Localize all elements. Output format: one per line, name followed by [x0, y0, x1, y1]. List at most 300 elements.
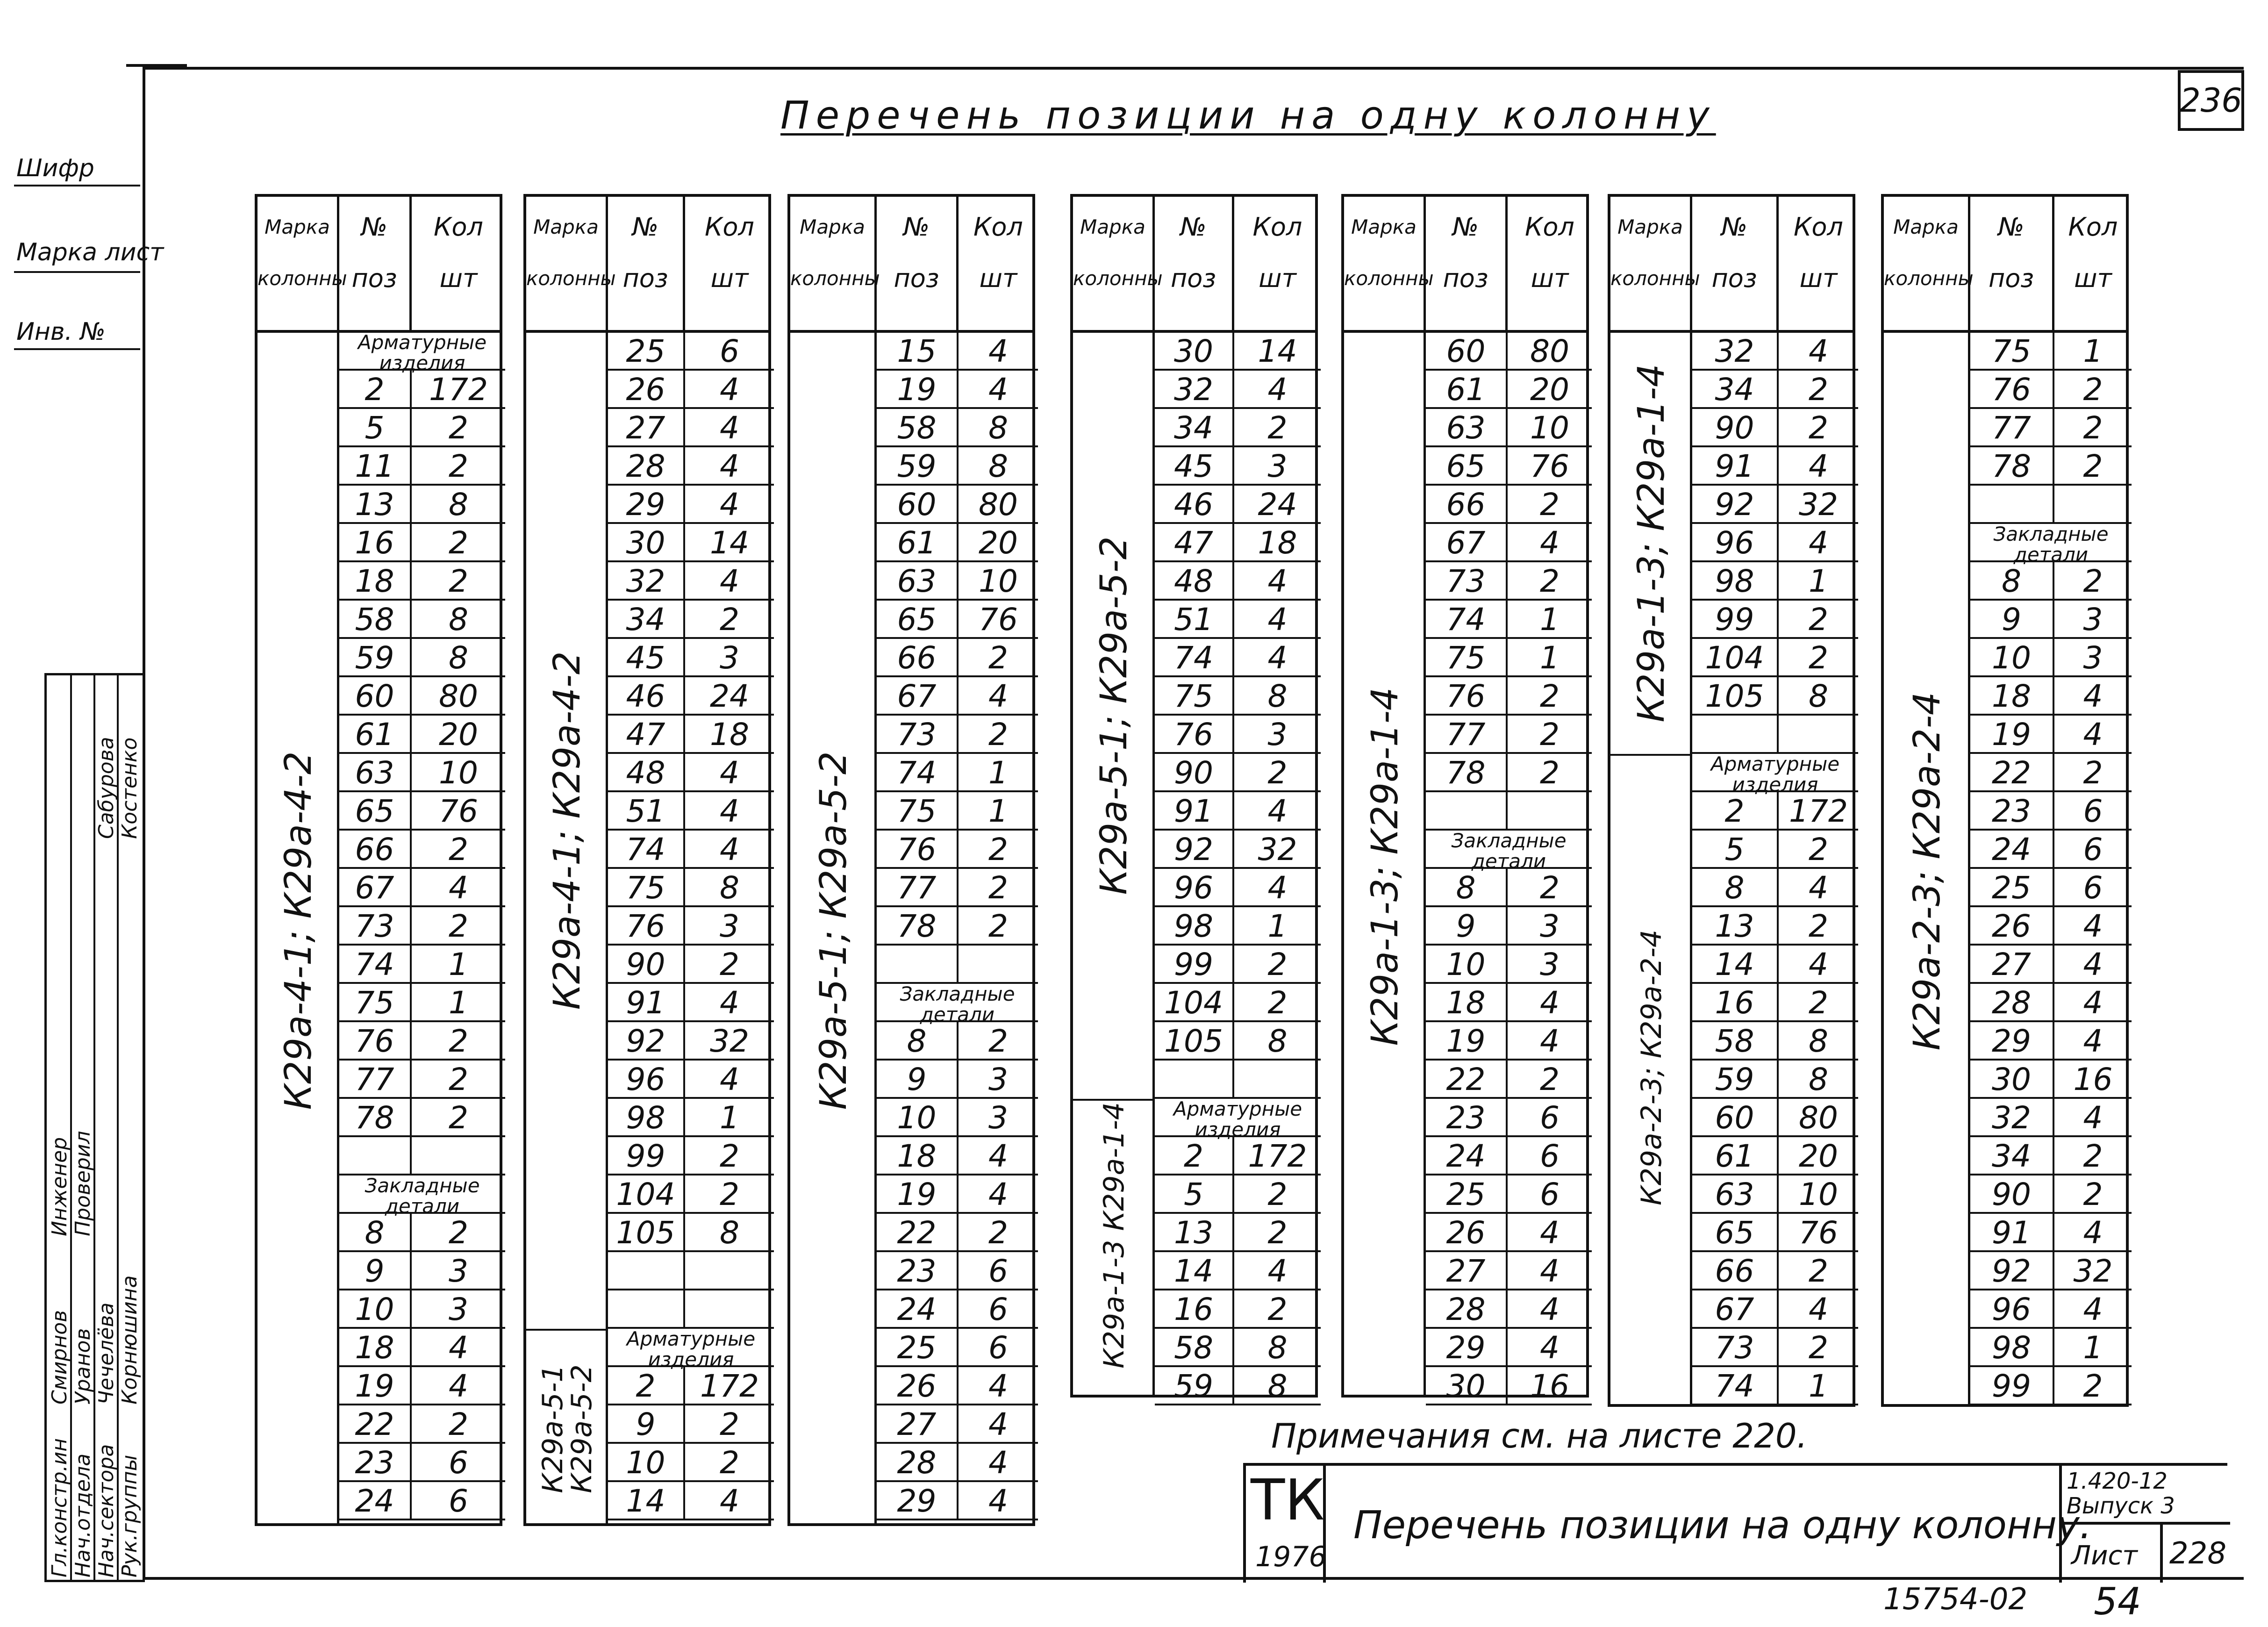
position-number: 30 [1155, 332, 1234, 369]
quantity: 4 [2083, 985, 2103, 1021]
position-number: 16 [339, 524, 412, 560]
table-row [1426, 524, 1592, 562]
header-pos [339, 197, 412, 330]
position-number: 104 [1155, 984, 1234, 1020]
position-number: 8 [877, 1022, 959, 1059]
table-row [608, 1367, 774, 1405]
table-row [1970, 1252, 2132, 1290]
quantity: 2 [449, 831, 468, 867]
table-row [608, 1405, 774, 1444]
position-number: 67 [339, 869, 412, 905]
position-number: 8 [1692, 869, 1779, 905]
table-row [1692, 1290, 1858, 1329]
table-row [608, 332, 774, 371]
position-number: 9 [877, 1061, 959, 1097]
table-row [608, 562, 774, 601]
section-heading: Закладные детали [1426, 831, 1592, 869]
position-number: 76 [1970, 371, 2054, 407]
quantity: 2 [1267, 1176, 1288, 1212]
quantity: 1 [1540, 640, 1560, 676]
position-number: 45 [608, 639, 685, 675]
table-row [877, 946, 1038, 984]
position-number: 65 [877, 601, 959, 637]
quantity: 1 [1809, 563, 1828, 599]
quantity: 2 [449, 410, 468, 446]
position-number [608, 1290, 685, 1327]
table-row [877, 562, 1038, 601]
quantity: 4 [2083, 1100, 2103, 1136]
position-number: 58 [877, 409, 959, 445]
sig-role: Рук.группы [118, 1455, 142, 1577]
table-row [877, 1290, 1038, 1329]
quantity: 8 [988, 448, 1008, 484]
quantity: 14 [1258, 333, 1297, 369]
table-row [608, 524, 774, 562]
position-number: 60 [1426, 332, 1508, 369]
table-row [1970, 984, 2132, 1022]
header-pos-text: поз [1988, 264, 2034, 293]
table-row [1970, 946, 2132, 984]
table-row [1692, 677, 1858, 716]
table-row [1970, 716, 2132, 754]
quantity: 2 [2083, 1368, 2103, 1404]
position-number: 98 [1155, 907, 1234, 944]
position-number: 23 [877, 1252, 959, 1289]
sheet-label: Лист [2071, 1541, 2138, 1571]
quantity: 2 [1267, 410, 1288, 446]
position-number: 74 [1426, 601, 1508, 637]
position-number [1692, 716, 1779, 752]
sig-role: Гл.констр.ин [48, 1438, 72, 1577]
table-row [1692, 524, 1858, 562]
table-row [608, 754, 774, 792]
section-heading: Арматурные изделия [1155, 1099, 1321, 1137]
position-number: 65 [1692, 1214, 1779, 1250]
quantity: 1 [2083, 333, 2103, 369]
quantity: 20 [1530, 372, 1569, 408]
header-pos-text: № [361, 212, 388, 242]
quantity: 24 [1258, 487, 1297, 523]
mark-divider [1610, 754, 1692, 756]
header-pos [1155, 197, 1234, 330]
position-number: 73 [877, 716, 959, 752]
table-row [1426, 371, 1592, 409]
table-row [339, 371, 505, 409]
table-row [1155, 946, 1321, 984]
header-qty-text: Кол [434, 212, 483, 242]
table-row [1970, 1175, 2132, 1214]
table-row [608, 907, 774, 946]
quantity: 6 [2083, 793, 2103, 829]
quantity: 8 [1267, 1368, 1288, 1404]
table-row [1426, 601, 1592, 639]
table-row [877, 639, 1038, 677]
quantity: 18 [710, 717, 749, 753]
position-number: 78 [339, 1099, 412, 1135]
table-row [1426, 1022, 1592, 1061]
side-divider [14, 185, 140, 186]
stamp-year: 1976 [1255, 1541, 1327, 1573]
table-row [877, 677, 1038, 716]
position-table [1341, 194, 1589, 1404]
header-pos [877, 197, 959, 330]
quantity [1234, 1061, 1321, 1097]
header-qty-text: шт [439, 264, 478, 293]
column-mark-label: К29а-5-1; К29а-5-2 [1093, 536, 1135, 895]
quantity: 4 [2083, 678, 2103, 714]
column-mark-label: К29а-5-1 К29а-5-2 [536, 1364, 598, 1493]
header-mark-text: колонны [1344, 267, 1434, 290]
position-number: 32 [1970, 1099, 2054, 1135]
position-number: 27 [1426, 1252, 1508, 1289]
table-row [608, 447, 774, 486]
table-row [1970, 1214, 2132, 1252]
position-number: 99 [608, 1137, 685, 1174]
position-number: 2 [339, 371, 412, 407]
quantity: 3 [2083, 640, 2103, 676]
position-number: 30 [1426, 1367, 1508, 1404]
quantity: 20 [979, 525, 1018, 561]
position-number: 90 [1970, 1175, 2054, 1212]
quantity: 4 [720, 563, 739, 599]
position-number: 22 [1970, 754, 2054, 790]
position-number: 74 [1692, 1367, 1779, 1404]
position-number: 26 [1426, 1214, 1508, 1250]
quantity: 4 [988, 372, 1008, 408]
header-mark [790, 197, 880, 330]
quantity: 4 [449, 1330, 468, 1366]
header-mark [526, 197, 616, 330]
table-row [339, 1214, 505, 1252]
header-qty-text: шт [710, 264, 749, 293]
position-number: 28 [877, 1444, 959, 1480]
table-row [1426, 754, 1592, 792]
position-number: 59 [1155, 1367, 1234, 1404]
position-number: 28 [1426, 1290, 1508, 1327]
quantity: 2 [720, 1445, 739, 1481]
position-number: 74 [877, 754, 959, 790]
quantity: 4 [720, 793, 739, 829]
table-row [1692, 1061, 1858, 1099]
table-row [339, 1137, 505, 1175]
position-number: 59 [339, 639, 412, 675]
quantity: 2 [449, 1100, 468, 1136]
header-qty [1508, 197, 1592, 330]
quantity: 32 [710, 1023, 749, 1059]
quantity: 6 [449, 1483, 468, 1519]
position-table [787, 194, 1035, 1526]
quantity: 16 [2073, 1061, 2113, 1097]
section-heading: Арматурные изделия [1692, 754, 1858, 792]
table-row [1970, 1022, 2132, 1061]
position-number: 98 [1970, 1329, 2054, 1365]
header-pos-text: поз [1170, 264, 1216, 293]
sig-role: Инженер [48, 1137, 72, 1236]
page-number: 54 [2094, 1580, 2141, 1623]
position-number: 78 [1970, 447, 2054, 484]
header-pos-text: № [1998, 212, 2025, 242]
header-qty-text: Кол [1252, 212, 1302, 242]
position-number: 104 [1692, 639, 1779, 675]
table-row [608, 792, 774, 831]
table-row [608, 409, 774, 447]
quantity: 80 [1799, 1100, 1838, 1136]
position-number: 18 [1426, 984, 1508, 1020]
column-mark-label: К29а-4-1; К29а-4-2 [546, 651, 588, 1010]
position-number: 92 [1970, 1252, 2054, 1289]
quantity: 2 [1809, 831, 1828, 867]
table-row [877, 409, 1038, 447]
quantity: 2 [1267, 946, 1288, 982]
stamp-series-cell [2062, 1466, 2230, 1525]
column-mark-label: К29а-2-3; К29а-2-4 [1906, 692, 1948, 1051]
quantity: 2 [720, 602, 739, 638]
header-mark-text: колонны [1884, 267, 1974, 290]
sig-name: Костенко [118, 737, 142, 839]
quantity: 4 [988, 1368, 1008, 1404]
quantity: 32 [1258, 831, 1297, 867]
position-number: 23 [1970, 792, 2054, 829]
quantity: 8 [1809, 1023, 1828, 1059]
quantity: 8 [988, 410, 1008, 446]
side-divider [14, 348, 140, 350]
table-header [1344, 197, 1586, 333]
quantity: 20 [439, 717, 478, 753]
position-number: 22 [1426, 1061, 1508, 1097]
position-number: 66 [1692, 1252, 1779, 1289]
table-row [1426, 677, 1592, 716]
position-number: 99 [1692, 601, 1779, 637]
quantity: 8 [1267, 1023, 1288, 1059]
quantity: 3 [988, 1061, 1008, 1097]
header-pos-text: поз [351, 264, 397, 293]
table-row [1692, 486, 1858, 524]
quantity: 18 [1258, 525, 1297, 561]
header-qty [2054, 197, 2132, 330]
quantity: 2 [1809, 372, 1828, 408]
quantity: 2 [1540, 870, 1560, 906]
quantity: 32 [2073, 1253, 2113, 1289]
table-row [877, 1405, 1038, 1444]
table-row [1155, 792, 1321, 831]
table-row [1155, 601, 1321, 639]
sig-name: Смирнов [48, 1310, 72, 1405]
position-number: 96 [1970, 1290, 2054, 1327]
quantity: 6 [988, 1330, 1008, 1366]
quantity: 4 [1809, 870, 1828, 906]
table-row [1426, 409, 1592, 447]
table-row [339, 486, 505, 524]
position-number: 47 [608, 716, 685, 752]
position-number: 8 [1426, 869, 1508, 905]
sig-name: Уранов [71, 1328, 95, 1405]
position-number: 75 [608, 869, 685, 905]
quantity: 4 [1540, 1253, 1560, 1289]
table-row [1426, 1175, 1592, 1214]
header-pos [1970, 197, 2054, 330]
position-number: 18 [1970, 677, 2054, 714]
table-row [339, 601, 505, 639]
table-row [877, 447, 1038, 486]
quantity: 76 [979, 602, 1018, 638]
position-number: 104 [608, 1175, 685, 1212]
position-number: 45 [1155, 447, 1234, 484]
quantity: 2 [1540, 487, 1560, 523]
quantity: 1 [1267, 908, 1288, 944]
table-row [1155, 869, 1321, 907]
position-number: 98 [1692, 562, 1779, 599]
quantity: 2 [449, 563, 468, 599]
position-number [1970, 486, 2054, 522]
issue-label: Выпуск 3 [2067, 1493, 2175, 1519]
quantity: 4 [1267, 1253, 1288, 1289]
position-number: 75 [1970, 332, 2054, 369]
table-row [1155, 524, 1321, 562]
quantity: 172 [429, 372, 488, 408]
table-row [1155, 639, 1321, 677]
table-row [877, 524, 1038, 562]
quantity: 4 [2083, 1291, 2103, 1327]
position-number: 48 [608, 754, 685, 790]
table-header [790, 197, 1032, 333]
position-number: 8 [339, 1214, 412, 1250]
position-number: 61 [1692, 1137, 1779, 1174]
table-row [877, 1214, 1038, 1252]
position-number: 11 [339, 447, 412, 484]
quantity: 2 [449, 908, 468, 944]
table-row [1970, 447, 2132, 486]
position-number: 92 [1692, 486, 1779, 522]
position-number [1155, 1061, 1234, 1097]
sig-name: Сабурова [94, 737, 118, 839]
table-row [877, 1137, 1038, 1175]
position-number: 73 [1692, 1329, 1779, 1365]
position-number: 96 [1692, 524, 1779, 560]
quantity [1779, 716, 1858, 752]
quantity: 8 [720, 1215, 739, 1251]
position-number: 105 [608, 1214, 685, 1250]
side-label-inventory: Инв. № [16, 318, 106, 346]
table-row [1426, 946, 1592, 984]
table-row [1426, 1290, 1592, 1329]
org-cell [1246, 1466, 1326, 1583]
position-number: 98 [608, 1099, 685, 1135]
header-qty-text: шт [979, 264, 1017, 293]
table-row [877, 601, 1038, 639]
quantity: 2 [1540, 717, 1560, 753]
table-row [1426, 716, 1592, 754]
position-number: 60 [339, 677, 412, 714]
position-number: 18 [339, 1329, 412, 1365]
quantity: 4 [1267, 640, 1288, 676]
quantity: 4 [720, 372, 739, 408]
quantity: 2 [2083, 448, 2103, 484]
position-number: 63 [339, 754, 412, 790]
position-number: 34 [1970, 1137, 2054, 1174]
position-number: 73 [1426, 562, 1508, 599]
position-number: 96 [1155, 869, 1234, 905]
column-mark-label: К29а-5-1; К29а-5-2 [812, 751, 855, 1110]
position-number: 18 [877, 1137, 959, 1174]
quantity: 8 [720, 870, 739, 906]
position-number: 76 [608, 907, 685, 944]
table-row [1970, 1061, 2132, 1099]
position-number: 46 [1155, 486, 1234, 522]
position-number: 90 [1692, 409, 1779, 445]
quantity: 2 [988, 640, 1008, 676]
table-row [608, 1061, 774, 1099]
quantity: 2 [1809, 1330, 1828, 1366]
position-number: 9 [1970, 601, 2054, 637]
quantity: 2 [2083, 755, 2103, 791]
quantity: 2 [1267, 985, 1288, 1021]
org-code: ТК [1251, 1468, 1325, 1533]
position-number: 59 [1692, 1061, 1779, 1097]
table-row [1155, 677, 1321, 716]
position-number: 77 [339, 1061, 412, 1097]
position-number: 58 [1155, 1329, 1234, 1365]
column-mark-label: К29а-1-3 К29а-1-4 [1097, 1102, 1130, 1369]
position-number: 75 [1426, 639, 1508, 675]
position-number: 25 [1426, 1175, 1508, 1212]
header-mark [1073, 197, 1163, 330]
table-row [608, 1022, 774, 1061]
position-number: 77 [1426, 716, 1508, 752]
position-number: 24 [877, 1290, 959, 1327]
sig-name: Чечелёва [94, 1302, 118, 1405]
table-row [1692, 984, 1858, 1022]
position-number: 75 [1155, 677, 1234, 714]
table-row [1155, 1290, 1321, 1329]
position-number: 23 [339, 1444, 412, 1480]
quantity: 6 [720, 333, 739, 369]
quantity: 4 [1809, 448, 1828, 484]
quantity: 4 [1540, 1023, 1560, 1059]
table-row [1970, 831, 2132, 869]
position-number: 19 [339, 1367, 412, 1404]
position-number: 2 [1692, 792, 1779, 829]
position-number: 19 [1970, 716, 2054, 752]
position-number: 25 [877, 1329, 959, 1365]
position-number: 105 [1155, 1022, 1234, 1059]
quantity: 4 [1809, 946, 1828, 982]
position-number: 90 [608, 946, 685, 982]
position-number: 13 [339, 486, 412, 522]
position-number: 25 [608, 332, 685, 369]
table-row [339, 1252, 505, 1290]
table-row [877, 371, 1038, 409]
quantity: 2 [2083, 563, 2103, 599]
quantity: 2 [1540, 678, 1560, 714]
table-row [1970, 409, 2132, 447]
quantity: 10 [439, 755, 478, 791]
quantity: 6 [1540, 1138, 1560, 1174]
table-row [1155, 1137, 1321, 1175]
section-heading: Закладные детали [1970, 524, 2132, 562]
table-row [339, 946, 505, 984]
position-number: 63 [877, 562, 959, 599]
quantity: 4 [2083, 908, 2103, 944]
position-table [1881, 194, 2129, 1407]
quantity: 80 [439, 678, 478, 714]
table-row [1155, 716, 1321, 754]
quantity: 4 [720, 448, 739, 484]
quantity: 4 [988, 1445, 1008, 1481]
header-qty [959, 197, 1038, 330]
quantity: 4 [988, 333, 1008, 369]
quantity: 3 [449, 1253, 468, 1289]
position-number: 19 [1426, 1022, 1508, 1059]
